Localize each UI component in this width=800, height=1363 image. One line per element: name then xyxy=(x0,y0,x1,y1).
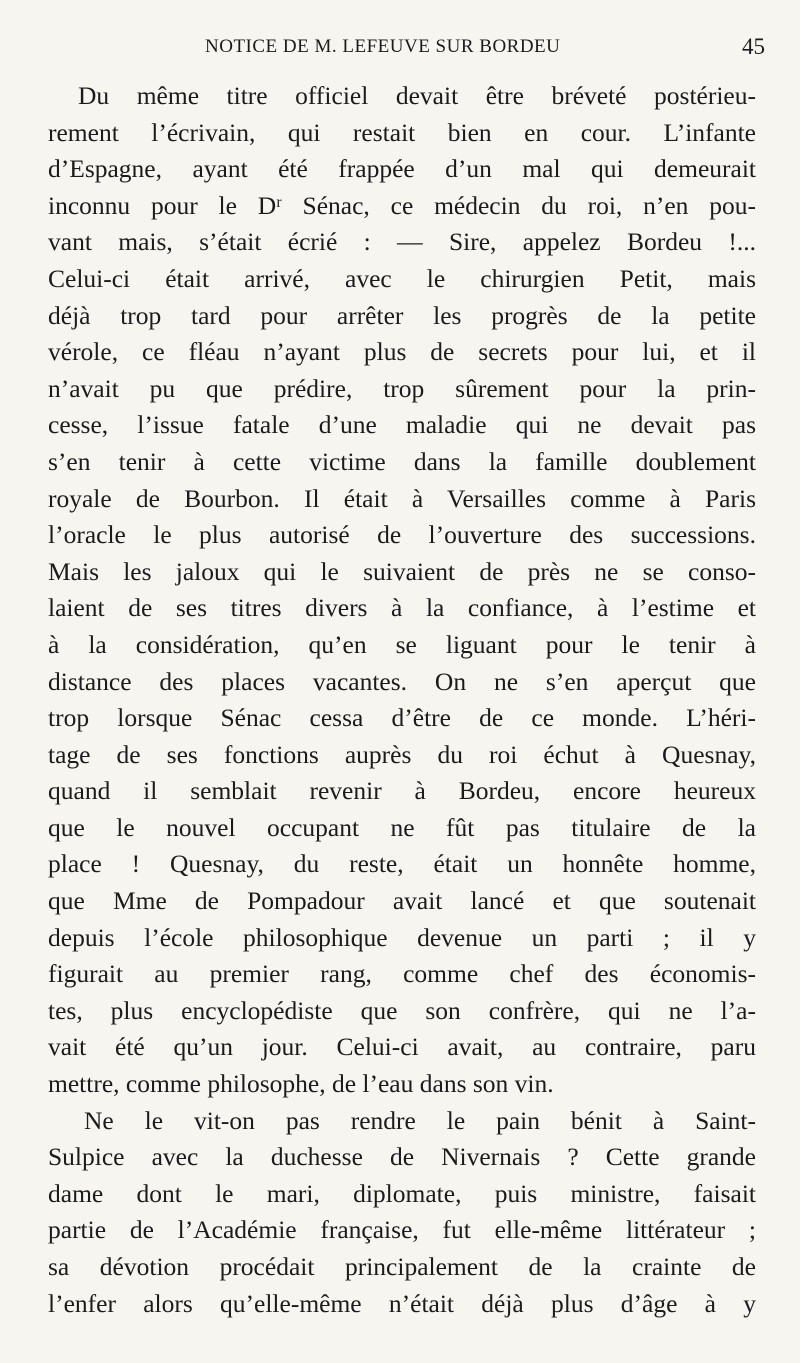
page-number: 45 xyxy=(742,34,765,59)
text-line: quand il semblait revenir à Bordeu, encore heureux xyxy=(48,776,756,806)
text-line: que le nouvel occupant ne fût pas titulaire de la xyxy=(48,812,756,842)
text-line: laient de ses titres divers à la confiance, à l’estime et xyxy=(48,593,756,623)
text-line: vant mais, s’était écrié : — Sire, appelez Bordeu !... xyxy=(48,227,756,257)
text-line: tes, plus encyclopédiste que son confrère, qui ne l’a- xyxy=(48,995,756,1025)
text-line: Mais les jaloux qui le suivaient de près ne se conso- xyxy=(48,556,756,586)
text-line: rement l’écrivain, qui restait bien en cour. L’infante xyxy=(48,117,756,147)
text-line: n’avait pu que prédire, trop sûrement pour la prin- xyxy=(48,373,756,403)
text-line: vérole, ce fléau n’ayant plus de secrets pour lui, et il xyxy=(48,337,756,367)
text-line: l’enfer alors qu’elle-même n’était déjà plus d’âge à y xyxy=(48,1288,756,1318)
running-head xyxy=(0,36,800,66)
text-line: distance des places vacantes. On ne s’en aperçut que xyxy=(48,666,756,696)
paragraph xyxy=(48,1103,756,1323)
text-line: que Mme de Pompadour avait lancé et que soutenait xyxy=(48,886,756,916)
text-line: cesse, l’issue fatale d’une maladie qui ne devait pas xyxy=(48,410,756,440)
text-line: dame dont le mari, diplomate, puis ministre, faisait xyxy=(48,1178,756,1208)
text-line: Celui-ci était arrivé, avec le chirurgien Petit, mais xyxy=(48,263,756,293)
text-line: depuis l’école philosophique devenue un parti ; il y xyxy=(48,922,756,952)
text-line: Du même titre officiel devait être brévеté postérieu- xyxy=(78,81,756,110)
text-line: figurait au premier rang, comme chef des économis- xyxy=(48,959,756,989)
text-line: Sulpice avec la duchesse de Nivernais ? Cette grande xyxy=(48,1142,756,1172)
paragraph xyxy=(48,78,756,1103)
text-line: déjà trop tard pour arrêter les progrès de la petite xyxy=(48,300,756,330)
text-line: royale de Bourbon. Il était à Versailles comme à Paris xyxy=(48,483,756,513)
text-line: tage de ses fonctions auprès du roi échut à Quesnay, xyxy=(48,739,756,769)
text-line: partie de l’Académie française, fut elle-même littérateur ; xyxy=(48,1215,756,1245)
text-line: sa dévotion procédait principalement de la crainte de xyxy=(48,1252,756,1281)
running-title: NOTICE DE M. LEFEUVE SUR BORDEU xyxy=(205,36,561,57)
text-line: vait été qu’un jour. Celui-ci avait, au contraire, paru xyxy=(48,1032,756,1062)
text-line: place ! Quesnay, du reste, était un honnête homme, xyxy=(48,849,756,879)
text-line: l’oracle le plus autorisé de l’ouverture des successions. xyxy=(48,520,756,550)
text-line: trop lorsque Sénac cessa d’être de ce monde. L’héri- xyxy=(48,703,756,733)
body-text xyxy=(48,78,756,1322)
text-line: mettre, comme philosophe, de l’eau dans son vin. xyxy=(48,1069,554,1099)
text-line: à la considération, qu’en se liguant pour le tenir à xyxy=(48,629,756,659)
text-line: Ne le vit-on pas rendre le pain bénit à Saint- xyxy=(84,1105,756,1135)
text-line: inconnu pour le Dʳ Sénac, ce médecin du roi, n’en pou- xyxy=(48,190,756,220)
text-line: d’Espagne, ayant été frappée d’un mal qui demeurait xyxy=(48,154,756,184)
text-line: s’en tenir à cette victime dans la famille doublement xyxy=(48,446,756,476)
